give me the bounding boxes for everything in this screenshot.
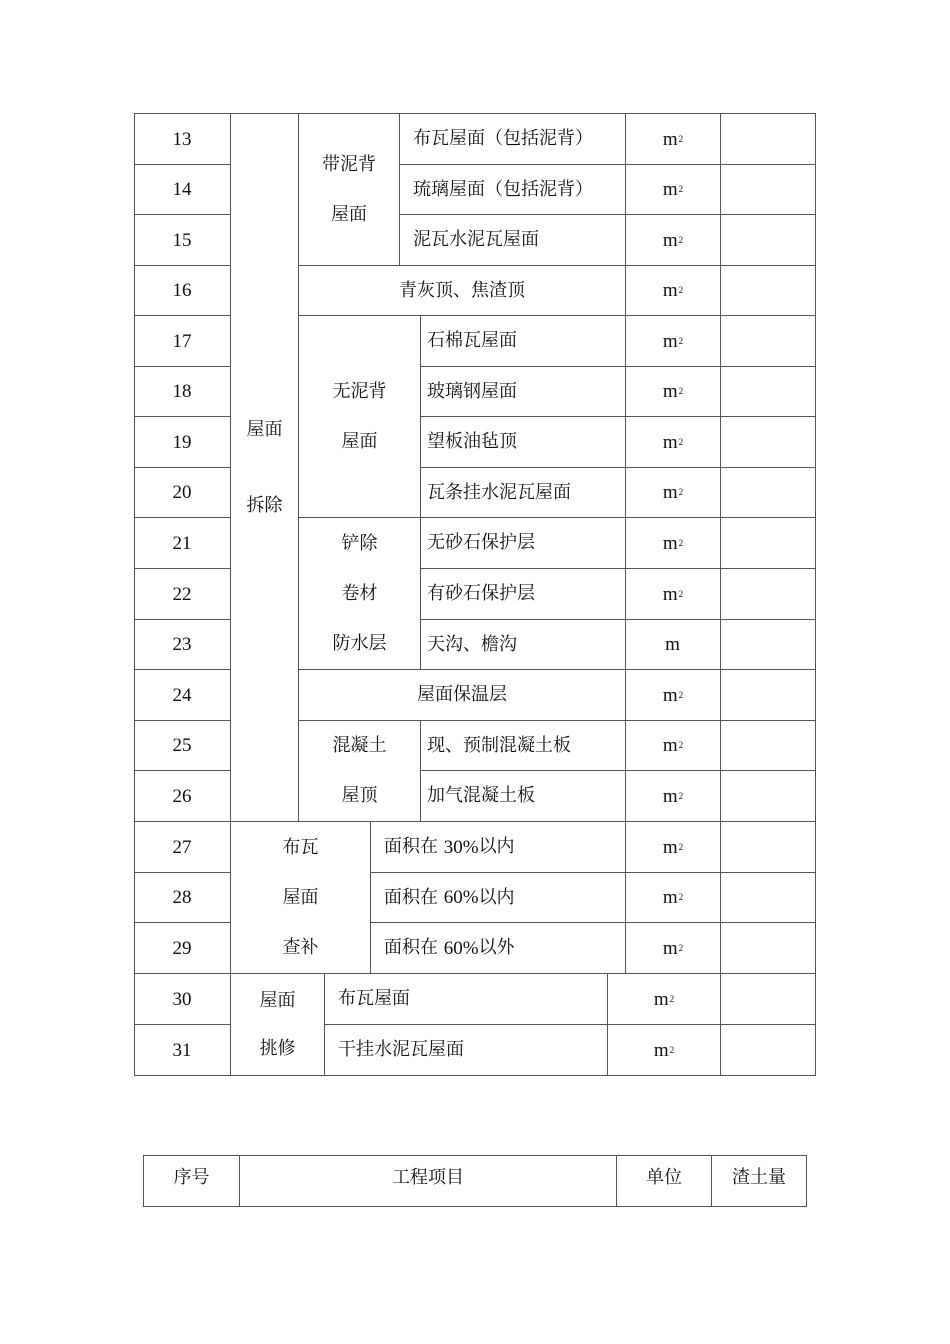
row-number: 31 — [172, 1039, 192, 1061]
unit-cell — [626, 518, 720, 568]
group-label-line: 带泥背 — [322, 153, 376, 175]
unit-cell — [608, 974, 720, 1024]
unit-text: m — [662, 280, 678, 301]
unit-exponent: 2 — [678, 790, 684, 801]
row-number: 27 — [172, 836, 192, 858]
unit-text: m — [662, 735, 678, 756]
item-name: 石棉瓦屋面 — [427, 330, 517, 351]
unit-cell — [608, 1025, 720, 1075]
unit-text: m — [662, 482, 678, 503]
unit-text: m — [662, 684, 678, 706]
item-name: 干挂水泥瓦屋面 — [338, 1039, 464, 1060]
row-number: 28 — [172, 887, 192, 908]
unit-exponent: 2 — [678, 537, 684, 548]
group-label-line: 拆除 — [246, 494, 283, 516]
unit-exponent: 2 — [678, 841, 684, 852]
item-name: 天沟、檐沟 — [427, 633, 517, 655]
unit-cell — [626, 367, 720, 416]
unit-cell — [626, 670, 720, 720]
unit-cell — [626, 721, 720, 770]
row-number: 17 — [172, 330, 192, 352]
unit-exponent: 2 — [678, 892, 684, 902]
unit-text: m — [653, 1039, 669, 1061]
item-name: 泥瓦水泥瓦屋面 — [413, 229, 539, 250]
row-number: 29 — [172, 937, 192, 959]
unit-cell — [626, 266, 720, 315]
item-suffix: 以外 — [478, 937, 515, 958]
group-tile-patch — [231, 822, 370, 973]
unit-exponent: 2 — [678, 234, 684, 245]
group-label-line: 卷材 — [341, 582, 378, 604]
unit-exponent: 2 — [678, 386, 684, 396]
group-label-line: 防水层 — [332, 632, 387, 654]
unit-text: m — [662, 330, 678, 352]
unit-exponent: 2 — [678, 588, 684, 599]
row-number: 20 — [172, 482, 192, 503]
unit-exponent: 2 — [678, 942, 684, 953]
group-roof-removal — [231, 114, 298, 821]
item-name: 布瓦屋面（包括泥背） — [413, 128, 593, 149]
group-label-line: 屋顶 — [341, 785, 378, 806]
unit-text: m — [662, 887, 678, 908]
item-name: 布瓦屋面 — [338, 988, 410, 1009]
header-project: 工程项目 — [392, 1167, 464, 1188]
group-label-line: 屋面 — [246, 418, 283, 440]
row-number: 30 — [172, 988, 192, 1010]
item-name: 望板油毡顶 — [427, 431, 517, 452]
item-percent: 60% — [443, 937, 479, 959]
unit-text: m — [662, 431, 678, 453]
unit-text: m — [662, 937, 678, 959]
item-name: 无砂石保护层 — [427, 532, 535, 553]
row-number: 21 — [172, 532, 192, 554]
unit-cell — [626, 165, 720, 214]
unit-exponent: 2 — [678, 335, 684, 346]
unit-cell — [626, 114, 720, 164]
unit-cell — [626, 316, 720, 366]
unit-cell — [626, 873, 720, 922]
unit-text: m — [662, 785, 678, 807]
unit-text: m — [653, 988, 669, 1010]
group-label-line: 屋面 — [282, 886, 319, 908]
item-name: 屋面保温层 — [417, 684, 507, 705]
item-percent: 60% — [443, 887, 479, 908]
group-label-line: 挑修 — [259, 1037, 296, 1059]
row-number: 18 — [172, 381, 192, 402]
group-no-mud-back-roof — [299, 316, 420, 517]
group-mud-back-roof — [299, 114, 399, 265]
unit-cell — [626, 569, 720, 619]
item-name: 现、预制混凝土板 — [427, 734, 571, 756]
row-number: 13 — [172, 128, 192, 150]
item-name — [384, 923, 625, 973]
item-percent: 30% — [443, 836, 479, 858]
item-prefix: 面积在 — [384, 937, 444, 958]
unit-exponent: 2 — [678, 689, 684, 700]
row-number: 26 — [172, 785, 192, 807]
unit-cell — [626, 822, 720, 872]
unit-text: m — [662, 229, 678, 251]
item-name — [384, 873, 625, 922]
unit-text: m — [662, 532, 678, 554]
item-name: 琉璃屋面（包括泥背） — [413, 178, 593, 200]
item-prefix: 面积在 — [384, 836, 444, 857]
row-number: 24 — [172, 684, 192, 706]
item-prefix: 面积在 — [384, 886, 444, 908]
unit-text: m — [662, 583, 678, 605]
row-number: 25 — [172, 735, 192, 756]
unit-cell — [626, 468, 720, 517]
unit-exponent: 2 — [678, 184, 684, 194]
group-label-line: 屋面 — [259, 989, 296, 1011]
group-label-line: 铲除 — [341, 532, 378, 554]
item-name: 瓦条挂水泥瓦屋面 — [427, 481, 571, 503]
unit-exponent: 2 — [678, 740, 684, 750]
item-name: 加气混凝土板 — [427, 785, 535, 806]
unit-cell — [626, 417, 720, 467]
header-unit: 单位 — [646, 1167, 682, 1188]
header-residue: 渣土量 — [732, 1167, 786, 1188]
row-number: 14 — [172, 179, 192, 200]
item-name: 玻璃钢屋面 — [427, 380, 517, 402]
header-seq: 序号 — [173, 1167, 210, 1188]
group-label-line: 查补 — [282, 936, 319, 958]
row-number: 19 — [172, 431, 192, 453]
group-concrete-roof — [299, 721, 420, 821]
row-number: 22 — [172, 583, 192, 605]
group-label-line: 布瓦 — [282, 836, 319, 858]
unit-exponent: 2 — [678, 133, 684, 144]
item-suffix: 以内 — [478, 836, 515, 857]
unit-text: m — [662, 128, 678, 150]
row-number: 15 — [172, 229, 192, 251]
unit-exponent: 2 — [678, 436, 684, 447]
row-number: 16 — [172, 280, 192, 301]
group-label-line: 屋面 — [341, 430, 378, 452]
group-label-line: 屋面 — [331, 203, 367, 225]
item-name: 有砂石保护层 — [427, 583, 535, 604]
group-remove-waterproof — [299, 518, 420, 669]
unit-text: m — [662, 179, 678, 200]
unit-cell — [626, 620, 720, 669]
group-roof-repair — [231, 974, 324, 1075]
unit-cell — [626, 215, 720, 265]
group-label-line: 混凝土 — [332, 735, 387, 756]
item-name: 青灰顶、焦渣顶 — [399, 279, 525, 301]
item-suffix: 以内 — [478, 886, 515, 908]
unit-exponent: 2 — [669, 993, 675, 1004]
unit-exponent: 2 — [678, 487, 684, 497]
group-label-line: 无泥背 — [332, 380, 387, 402]
unit-exponent: 2 — [678, 285, 684, 295]
unit-cell — [626, 771, 720, 821]
unit-text: m — [662, 381, 678, 402]
unit-text: m — [662, 836, 678, 858]
unit-exponent: 2 — [669, 1044, 675, 1055]
row-number: 23 — [172, 634, 192, 655]
unit-cell — [626, 923, 720, 973]
item-name — [384, 822, 625, 872]
unit-text: m — [665, 634, 680, 655]
